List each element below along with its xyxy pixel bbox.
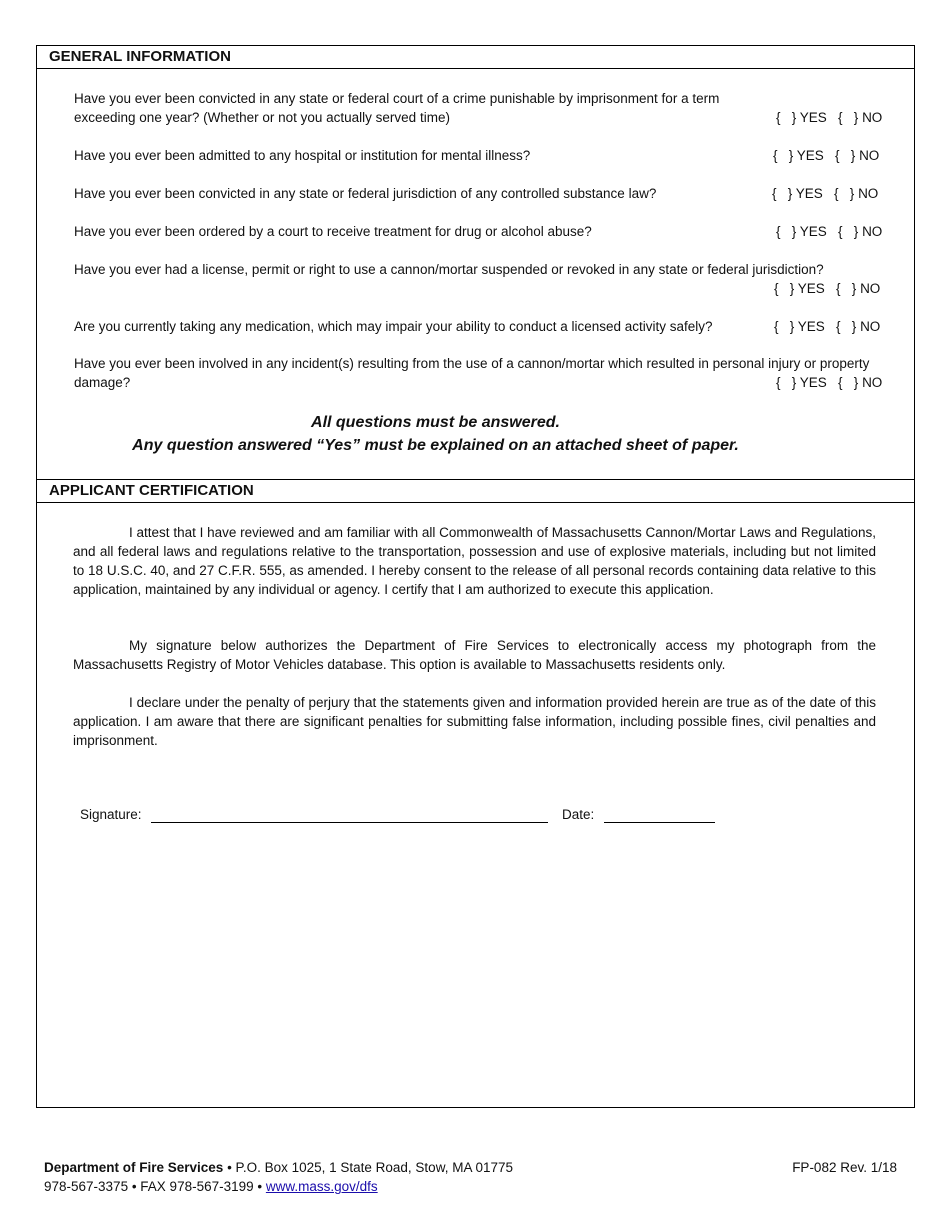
question-3	[74, 184, 882, 203]
certification-paragraph-3	[73, 693, 876, 750]
certification-paragraph-2-text: My signature below authorizes the Department of Fire Services to electronically access my photograph from the Massachusetts Registry of Motor Vehicles database. This option is available to Massachusetts residents only.	[73, 638, 876, 672]
question-4-text: Have you ever been ordered by a court to receive treatment for drug or alcohol abuse?	[74, 224, 592, 239]
notice-line-1: All questions must be answered.	[311, 414, 560, 431]
question-5	[74, 260, 882, 279]
date-line[interactable]	[604, 822, 715, 823]
question-3-answer[interactable]: { } YES { } NO	[772, 186, 879, 201]
footer-line-2	[44, 1177, 904, 1196]
question-4	[74, 222, 882, 241]
question-7-text: Have you ever been involved in any incident(s) resulting from the use of a cannon/mortar which resulted in personal injury or property damage?	[74, 356, 870, 390]
signature-label: Signature:	[80, 807, 142, 822]
question-2-answer[interactable]: { } YES { } NO	[773, 148, 880, 163]
footer-address: • P.O. Box 1025, 1 State Road, Stow, MA 01775	[223, 1160, 513, 1175]
question-6-text: Are you currently taking any medication, which may impair your ability to conduct a licensed activity safely?	[74, 319, 713, 334]
question-4-answer[interactable]: { } YES { } NO	[776, 224, 883, 239]
date-label: Date:	[562, 807, 595, 822]
question-7	[74, 354, 882, 392]
question-2	[74, 146, 882, 165]
applicant-certification-header: APPLICANT CERTIFICATION	[37, 479, 914, 503]
footer-dept: Department of Fire Services	[44, 1160, 224, 1175]
question-5-answer[interactable]: { } YES { } NO	[774, 281, 881, 296]
form-box	[36, 45, 915, 1108]
footer-website-link[interactable]: www.mass.gov/dfs	[265, 1179, 378, 1194]
certification-paragraph-2	[73, 636, 876, 674]
signature-line[interactable]	[151, 822, 548, 823]
question-1-answer[interactable]: { } YES { } NO	[776, 110, 883, 125]
certification-paragraph-1	[73, 523, 876, 599]
certification-paragraph-3-text: I declare under the penalty of perjury that the statements given and information provided herein are true as of the date of this application. I am aware that there are significant penalties for submitting false information, including possible fines, civil penalties and imprisonment.	[73, 695, 876, 748]
notice-line-2: Any question answered “Yes” must be explained on an attached sheet of paper.	[132, 437, 739, 454]
question-1-text: Have you ever been convicted in any state or federal court of a crime punishable by imprisonment for a term exceeding one year? (Whether or not you actually served time)	[74, 91, 720, 125]
question-2-text: Have you ever been admitted to any hospital or institution for mental illness?	[74, 148, 531, 163]
question-6-answer[interactable]: { } YES { } NO	[774, 319, 881, 334]
signature-row	[80, 807, 760, 827]
question-3-text: Have you ever been convicted in any state or federal jurisdiction of any controlled substance law?	[74, 186, 657, 201]
question-5-text: Have you ever had a license, permit or right to use a cannon/mortar suspended or revoked in any state or federal jurisdiction?	[74, 262, 824, 277]
certification-paragraph-1-text: I attest that I have reviewed and am familiar with all Commonwealth of Massachusetts Cannon/Mortar Laws and Regulations, and all federal laws and regulations relative to the transportation, possession and use of explosive materials, including but not limited to 18 U.S.C. 40, and 27 C.F.R. 555, as amended. I hereby consent to the release of all personal records containing data relative to this application, maintained by any individual or agency. I certify that I am authorized to execute this application.	[73, 525, 876, 597]
form-id: FP-082 Rev. 1/18	[792, 1160, 897, 1175]
footer-line-1	[44, 1158, 904, 1177]
footer	[44, 1158, 904, 1196]
footer-phone-fax: 978-567-3375 • FAX 978-567-3199 •	[44, 1179, 266, 1194]
question-1	[74, 89, 882, 127]
question-7-answer[interactable]: { } YES { } NO	[776, 375, 883, 390]
general-information-header: GENERAL INFORMATION	[37, 46, 914, 69]
question-6	[74, 317, 882, 336]
